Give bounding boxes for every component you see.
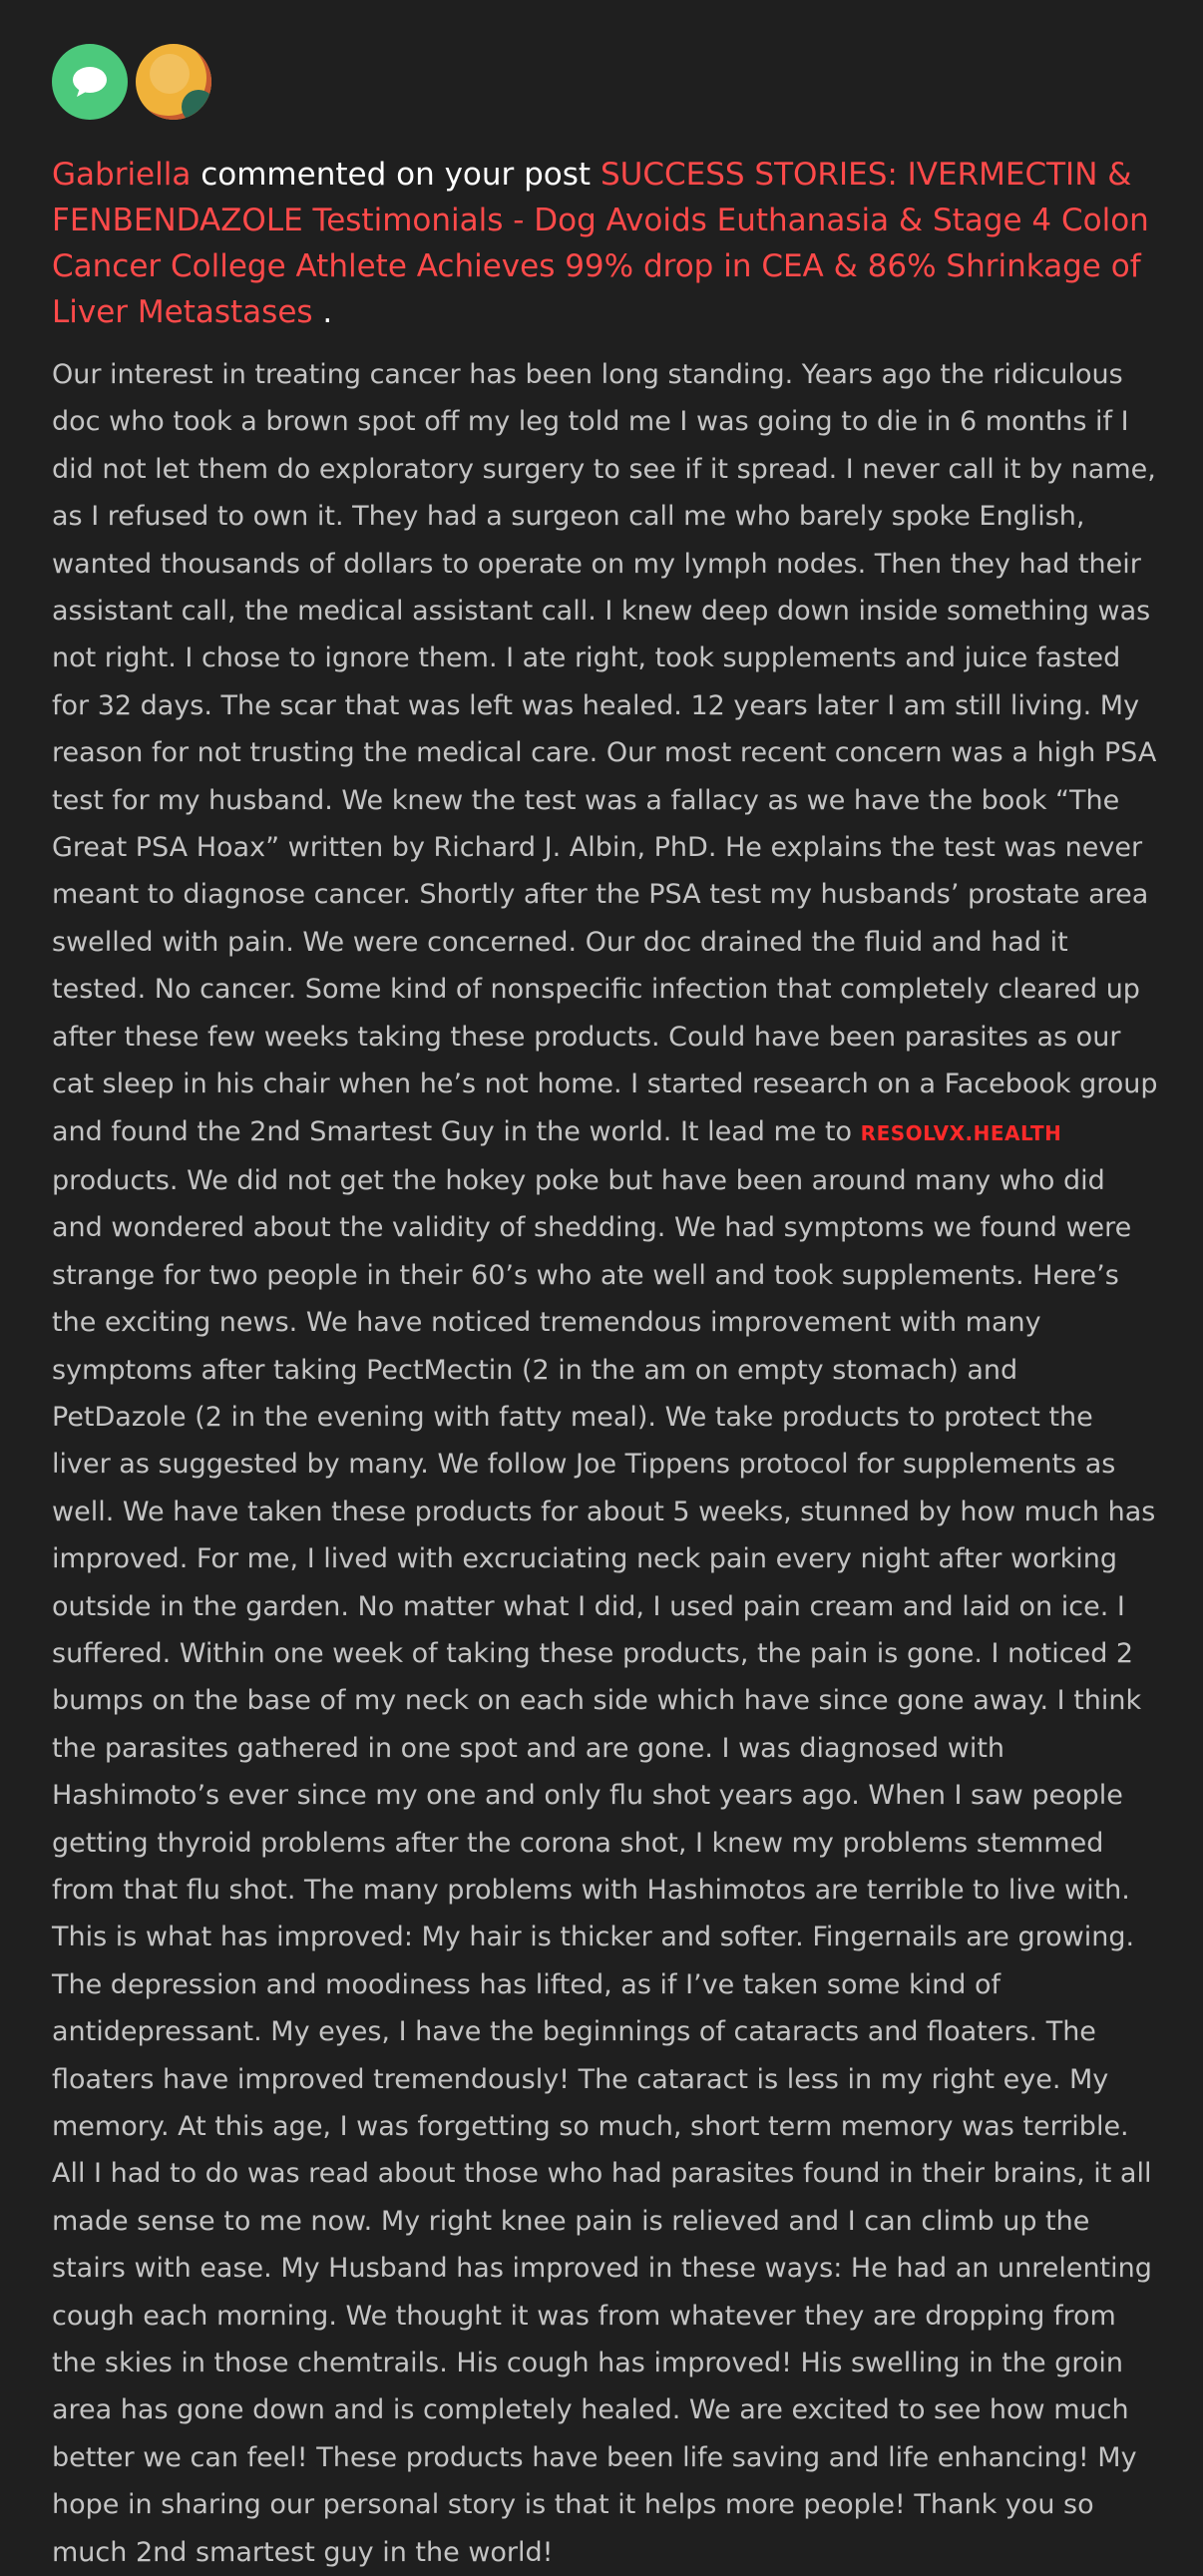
chat-bubble-icon: [52, 44, 128, 120]
notification-icons: [52, 44, 1157, 120]
avatar[interactable]: [136, 44, 211, 120]
post-title-link[interactable]: SUCCESS STORIES: IVERMECTIN & FENBENDAZOLE Testimonials - Dog Avoids Euthanasia & Stage 4 Colon Cancer College Athlete Achieves 99% drop in CEA & 86% Shrinkage of Liver Metastases: [52, 157, 1149, 330]
comment-part-1: Our interest in treating cancer has been long standing. Years ago the ridiculous doc who took a brown spot off my leg told me I was going to die in 6 months if I did not let them do exploratory surgery to see if it spread. I never call it by name, as I refused to own it. They had a surgeon call me who barely spoke English, wanted thousands of dollars to operate on my lymph nodes. Then they had their assistant call, the medical assistant call. I knew deep down inside something was not right. I chose to ignore them. I ate right, took supplements and juice fasted for 32 days. The scar that was left was healed. 12 years later I am still living. My reason for not trusting the medical care. Our most recent concern was a high PSA test for my husband. We knew the test was a fallacy as we have the book “The Great PSA Hoax” written by Richard J. Albin, PhD. He explains the test was never meant to diagnose cancer. Shortly after the PSA test my husbands’ prostate area swelled with pain. We were concerned. Our doc drained the fluid and had it tested. No cancer. Some kind of nonspecific infection that completely cleared up after these few weeks taking these products. Could have been parasites as our cat sleep in his chair when he’s not home. I started research on a Facebook group and found the 2nd Smartest Guy in the world. It lead me to: [52, 359, 1158, 1147]
notification-headline: [52, 152, 1159, 335]
action-text: commented on your post: [200, 157, 592, 193]
commenter-name[interactable]: Gabriella: [52, 157, 192, 193]
end-punctuation: .: [322, 294, 333, 330]
comment-part-2: products. We did not get the hokey poke but have been around many who did and wondered about the validity of shedding. We had symptoms we found were strange for two people in their 60’s who ate well and took supplements. Here’s the exciting news. We have noticed tremendous improvement with many symptoms after taking PectMectin (2 in the am on empty stomach) and PetDazole (2 in the evening with fatty meal). We take products to protect the liver as suggested by many. We follow Joe Tippens protocol for supplements as well. We have taken these products for about 5 weeks, stunned by how much has improved. For me, I lived with excruciating neck pain every night after working outside in the garden. No matter what I did, I used pain cream and laid on ice. I suffered. Within one week of taking these products, the pain is gone. I noticed 2 bumps on the base of my neck on each side which have since gone away. I think the parasites gathered in one spot and are gone. I was diagnosed with Hashimoto’s ever since my one and only flu shot years ago. When I saw people getting thyroid problems after the corona shot, I knew my problems stemmed from that flu shot. The many problems with Hashimotos are terrible to live with. This is what has improved: My hair is thicker and softer. Fingernails are growing. The depression and moodiness has lifted, as if I’ve taken some kind of antidepressant. My eyes, I have the beginnings of cataracts and floaters. The floaters have improved tremendously! The cataract is less in my right eye. My memory. At this age, I was forgetting so much, short term memory was terrible. All I had to do was read about those who had parasites found in their brains, it all made sense to me now. My right knee pain is relieved and I can climb up the stairs with ease. My Husband has improved in these ways: He had an unrelenting cough each morning. We thought it was from whatever they are dropping from the skies in those chemtrails. His cough has improved! His swelling in the groin area has gone down and is completely healed. We are excited to see how much better we can feel! These products have been life saving and life enhancing! My hope in sharing our personal story is that it helps more people! Thank you so much 2nd smartest guy in the world!: [52, 1164, 1156, 2568]
comment-text: [52, 351, 1159, 2576]
resolvx-link[interactable]: RESOLVX.HEALTH: [860, 1120, 1062, 1145]
